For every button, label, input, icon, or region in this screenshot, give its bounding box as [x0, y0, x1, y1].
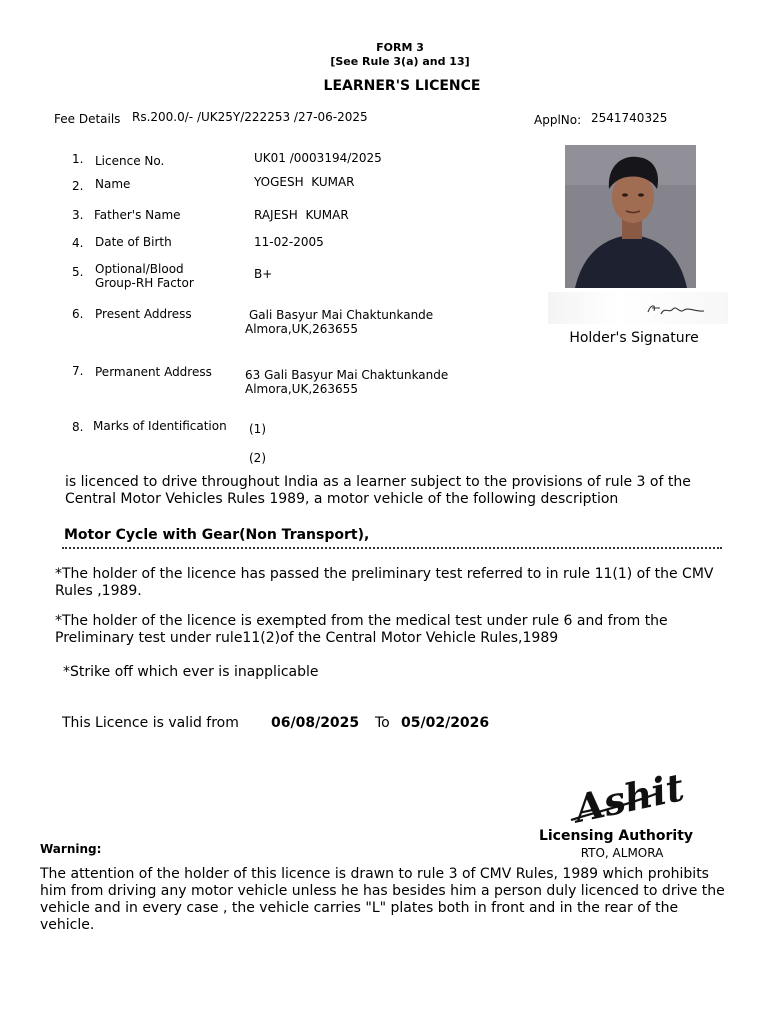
- form-number: FORM 3: [376, 41, 424, 54]
- field-number: 8.: [72, 420, 84, 434]
- field-number: 3.: [72, 208, 84, 222]
- strike-off-note: *Strike off which ever is inapplicable: [63, 664, 319, 680]
- rule-reference: [See Rule 3(a) and 13]: [330, 55, 470, 68]
- valid-from-date: 06/08/2025: [271, 715, 360, 731]
- warning-text: The attention of the holder of this licence is drawn to rule 3 of CMV Rules, 1989 which prohibits him from driving any motor vehicle unless he has besides him a person duly licenced to drive the vehicle and in every case , the vehicle carries "L" plates both in front and in the rear of the vehicle.: [40, 866, 725, 933]
- permanent-address-line1: 63 Gali Basyur Mai Chaktunkande: [245, 368, 449, 382]
- medical-exemption-note: *The holder of the licence is exempted from the medical test under rule 6 and from the Preliminary test under rule11(2)of the Central Motor Vehicle Rules,1989: [55, 613, 668, 646]
- fee-details-label: Fee Details: [54, 112, 121, 126]
- validity-prefix: This Licence is valid from: [62, 715, 239, 731]
- licensing-authority-title: Licensing Authority: [538, 828, 694, 844]
- present-address-line1: Gali Basyur Mai Chaktunkande: [249, 308, 434, 322]
- validity-to-label: To: [375, 715, 390, 731]
- warning-label: Warning:: [40, 842, 102, 856]
- dob-value: 11-02-2005: [254, 235, 324, 249]
- name-value: YOGESH KUMAR: [254, 175, 355, 189]
- field-number: 1.: [72, 152, 84, 166]
- holder-photo-image: [565, 145, 696, 288]
- vehicle-class: Motor Cycle with Gear(Non Transport),: [64, 527, 370, 543]
- licence-statement: is licenced to drive throughout India as a learner subject to the provisions of rule 3 of the Central Motor Vehicles Rules 1989, a motor vehicle of the following description: [65, 474, 691, 507]
- name-label: Name: [95, 177, 131, 191]
- permanent-address-label: Permanent Address: [95, 365, 212, 379]
- present-address-line2: Almora,UK,263655: [245, 322, 358, 336]
- appl-no-value: 2541740325: [591, 111, 668, 125]
- field-number: 4.: [72, 236, 84, 250]
- appl-no-label: ApplNo:: [534, 113, 582, 127]
- authority-signature-image: [565, 762, 688, 832]
- field-number: 5.: [72, 265, 84, 279]
- authority-signature-text: Ashit: [570, 764, 688, 832]
- permanent-address-line2: Almora,UK,263655: [245, 382, 358, 396]
- licence-no-label: Licence No.: [95, 154, 165, 168]
- identification-mark-1: (1): [249, 422, 266, 436]
- fathers-name-label: Father's Name: [94, 208, 181, 222]
- field-number: 6.: [72, 307, 84, 321]
- vehicle-class-line: [62, 527, 722, 549]
- blood-group-label-line2: Group-RH Factor: [95, 276, 194, 290]
- identification-marks-label: Marks of Identification: [93, 419, 227, 433]
- valid-to-date: 05/02/2026: [401, 715, 490, 731]
- fathers-name-value: RAJESH KUMAR: [254, 208, 349, 222]
- licensing-authority-office: RTO, ALMORA: [580, 846, 664, 860]
- page-title: LEARNER'S LICENCE: [323, 78, 481, 94]
- fee-details-value: Rs.200.0/- /UK25Y/222253 /27-06-2025: [132, 110, 368, 124]
- blood-group-label-line1: Optional/Blood: [95, 262, 184, 276]
- holder-signature-image: [548, 292, 728, 324]
- holder-signature-label: Holder's Signature: [569, 330, 699, 346]
- identification-mark-2: (2): [249, 451, 266, 465]
- holder-photo: [565, 145, 696, 288]
- licence-no-value: UK01 /0003194/2025: [254, 151, 382, 165]
- field-number: 2.: [72, 179, 84, 193]
- blood-group-value: B+: [254, 267, 273, 281]
- preliminary-test-note: *The holder of the licence has passed the preliminary test referred to in rule 11(1) of the CMV Rules ,1989.: [55, 566, 714, 599]
- present-address-label: Present Address: [95, 307, 192, 321]
- dob-label: Date of Birth: [95, 235, 172, 249]
- field-number: 7.: [72, 364, 84, 378]
